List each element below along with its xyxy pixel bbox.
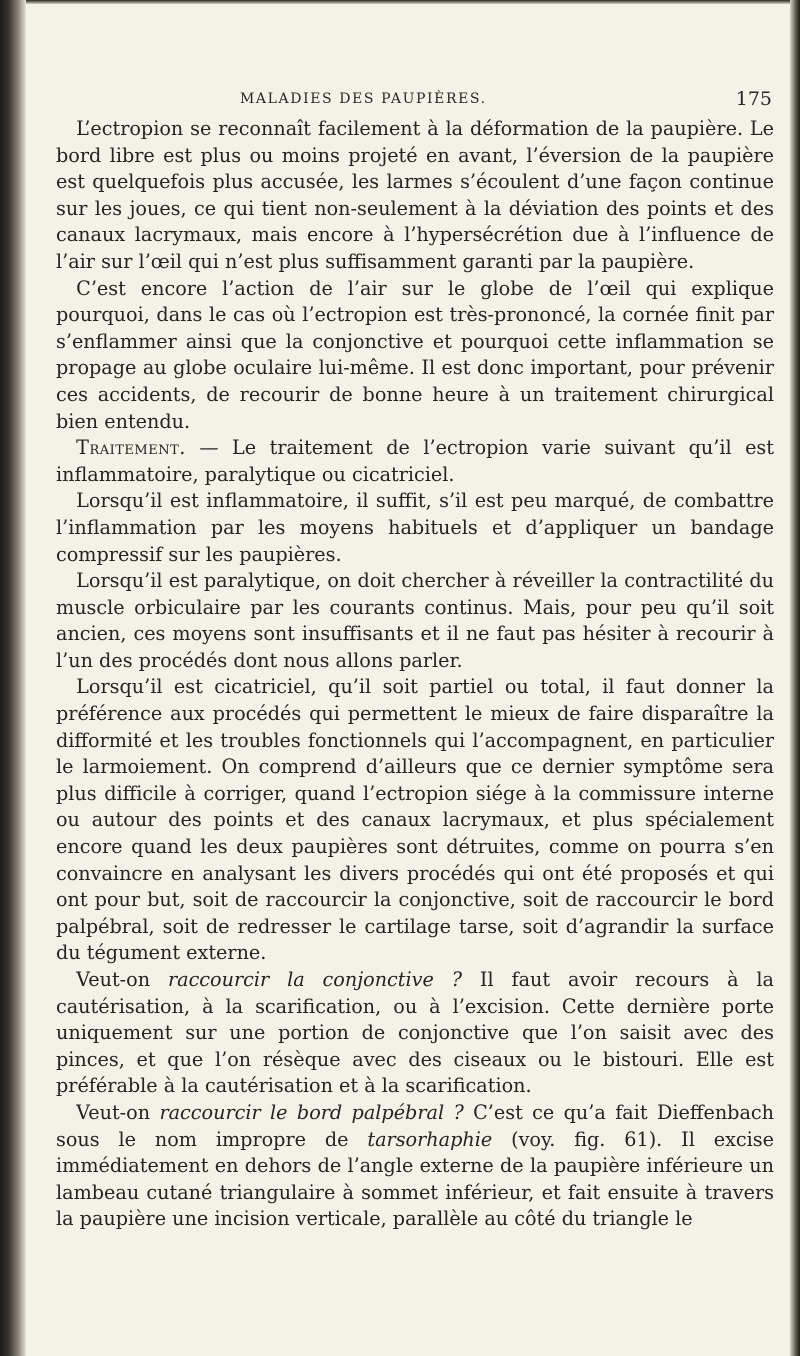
paragraph-7-lead: Veut-on xyxy=(76,968,168,991)
page-binding-edge xyxy=(0,0,26,1356)
paragraph-8-term: tarsorhaphie xyxy=(367,1127,493,1151)
body-text xyxy=(56,116,774,1233)
paragraph-8 xyxy=(56,1100,774,1233)
paragraph-2: C’est encore l’action de l’air sur le globe de l’œil qui explique pourquoi, dans le cas où l’ectropion est très-prononcé, la cornée finit par s’enflammer ainsi que la conjonctive et pourquoi cette inflammation se propage au globe oculaire lui-même. Il est donc important, pour prévenir ces accidents, de recourir de bonne heure à un traitement chirurgical bien entendu. xyxy=(56,276,774,433)
paragraph-7-text: Il faut avoir recours à la cautérisation, à la scarification, ou à l’excision. Cette dernière porte uniquement sur une portion de conjonctive que l’on saisit avec des pinces, et que l’on résèque avec des ciseaux ou le bistouri. Elle est préférable à la cautérisation et à la scarification. xyxy=(56,968,774,1098)
page-top-edge xyxy=(0,0,800,4)
paragraph-7-emphasis: raccourcir la conjonctive ? xyxy=(167,968,463,991)
page-right-edge xyxy=(790,0,800,1356)
paragraph-8-lead: Veut-on xyxy=(76,1100,160,1124)
running-head: MALADIES DES PAUPIÈRES. xyxy=(240,91,487,107)
paragraph-4: Lorsqu’il est inflammatoire, il suffit, s’il est peu marqué, de combattre l’inflammation par les moyens habituels et d’appliquer un bandage compressif sur les paupières. xyxy=(56,489,774,566)
paragraph-6: Lorsqu’il est cicatriciel, qu’il soit partiel ou total, il faut donner la préférence aux procédés qui permettent le mieux de faire disparaître la difformité et les troubles fonctionnels qui l’accompagnent, en particulier le larmoiement. On comprend d’ailleurs que ce dernier symptôme sera plus difficile à corriger, quand l’ectropion siége à la commissure interne ou autour des points et des canaux lacrymaux, et plus spécialement encore quand les deux paupières sont détruites, comme on pourra s’en convaincre en analysant les divers procédés qui ont été proposés et qui ont pour but, soit de raccourcir la conjonctive, soit de raccourcir le bord palpébral, soit de redresser le cartilage tarse, soit d’agrandir la surface du tégument externe. xyxy=(56,675,774,965)
paragraph-8-text-a: C’est ce qu’a fait Dieffenbach sous le nom impropre de xyxy=(56,1100,774,1151)
paragraph-8-emphasis: raccourcir le bord palpébral ? xyxy=(159,1100,464,1124)
paragraph-7 xyxy=(56,967,774,1100)
paragraph-8-text-b: (voy. fig. 61). Il excise immédiatement en dehors de l’angle externe de la paupière inférieure un lambeau cutané triangulaire à sommet inférieur, et fait ensuite à travers la paupière une incision verticale, parallèle au côté du triangle le xyxy=(56,1127,775,1231)
paragraph-1: L’ectropion se reconnaît facilement à la déformation de la paupière. Le bord libre est plus ou moins projeté en avant, l’éversion de la paupière est quelquefois plus accusée, les larmes s’écoulent d’une façon continue sur les joues, ce qui tient non-seulement à la déviation des points et des canaux lacrymaux, mais encore à l’hypersécrétion due à l’influence de l’air sur l’œil qui n’est plus suffisamment garanti par la paupière. xyxy=(56,117,774,273)
page-number: 175 xyxy=(735,88,772,110)
section-heading-traitement: Traitement. xyxy=(76,436,186,460)
page-header xyxy=(56,88,772,114)
paragraph-3 xyxy=(56,435,774,488)
paragraph-3-text: — Le traitement de l’ectropion varie suivant qu’il est inflammatoire, paralytique ou cicatriciel. xyxy=(56,436,774,486)
paragraph-5: Lorsqu’il est paralytique, on doit chercher à réveiller la contractilité du muscle orbiculaire par les courants continus. Mais, pour peu qu’il soit ancien, ces moyens sont insuffisants et il ne faut pas hésiter à recourir à l’un des procédés dont nous allons parler. xyxy=(56,569,774,672)
